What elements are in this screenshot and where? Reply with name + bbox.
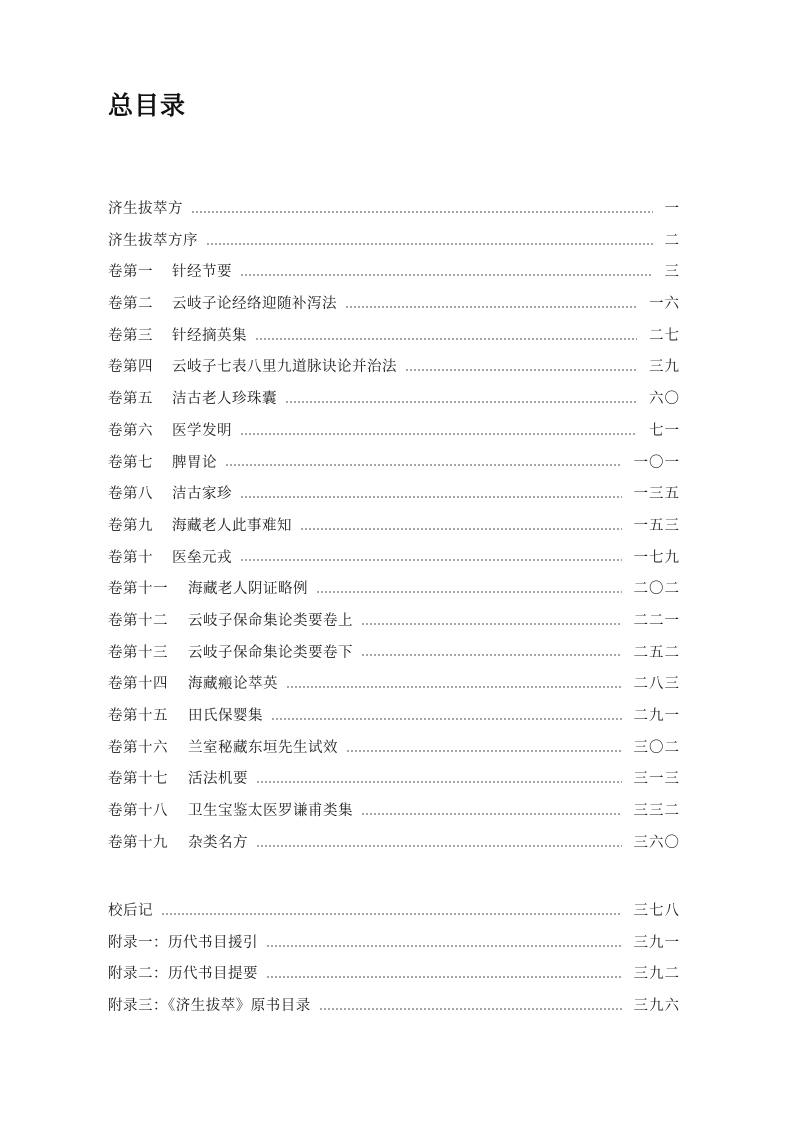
toc-entry[interactable] xyxy=(108,384,680,416)
dot-leader xyxy=(361,813,622,815)
dot-leader xyxy=(240,274,653,276)
entry-title: 医垒元戎 xyxy=(172,549,232,566)
entry-page-number: 一六 xyxy=(649,296,680,313)
dot-leader xyxy=(319,1008,622,1010)
entry-volume: 卷第七 xyxy=(108,454,153,471)
entry-page-number: 二二一 xyxy=(633,612,680,629)
toc-entry[interactable] xyxy=(108,991,680,1023)
toc-entry[interactable] xyxy=(108,257,680,289)
entry-volume: 卷第五 xyxy=(108,391,153,408)
dot-leader xyxy=(161,913,622,915)
entry-volume: 卷第十 xyxy=(108,549,153,566)
dot-leader xyxy=(300,528,622,530)
toc-entry[interactable] xyxy=(108,896,680,928)
entry-title: 校后记 xyxy=(108,903,153,919)
entry-volume: 卷第一 xyxy=(108,264,153,281)
entry-title: 海藏老人阴证略例 xyxy=(188,581,308,598)
toc-entry[interactable] xyxy=(108,416,680,448)
entry-title: 活法机要 xyxy=(188,771,248,788)
toc-entry[interactable] xyxy=(108,289,680,321)
entry-page-number: 二 xyxy=(664,232,680,249)
entry-volume: 卷第十九 xyxy=(108,834,168,851)
dot-leader xyxy=(240,559,622,561)
dot-leader xyxy=(255,338,637,340)
dot-leader xyxy=(256,845,622,847)
entry-page-number: 二五二 xyxy=(633,644,680,661)
entry-title: 田氏保婴集 xyxy=(188,708,263,724)
entry-page-number: 二七 xyxy=(649,327,680,344)
toc-entry[interactable] xyxy=(108,928,680,960)
dot-leader xyxy=(346,750,622,752)
entry-page-number: 六〇 xyxy=(649,391,680,408)
entry-page-number: 三六〇 xyxy=(633,834,680,851)
entry-volume: 卷第十二 xyxy=(108,612,168,629)
toc-entry[interactable] xyxy=(108,226,680,258)
entry-title: 海藏瘢论萃英 xyxy=(188,676,278,693)
dot-leader xyxy=(240,433,637,435)
entry-title: 云岐子保命集论类要卷上 xyxy=(188,612,353,629)
dot-leader xyxy=(206,243,653,245)
dot-leader xyxy=(191,211,653,213)
entry-volume: 卷第十六 xyxy=(108,739,168,756)
dot-leader xyxy=(286,686,622,688)
entry-title: 附录一：历代书目援引 xyxy=(108,934,258,951)
toc-entry[interactable] xyxy=(108,321,680,353)
dot-leader xyxy=(345,306,637,308)
entry-page-number: 二八三 xyxy=(633,676,680,693)
entry-volume: 卷第八 xyxy=(108,486,153,503)
entry-volume: 卷第十四 xyxy=(108,676,168,693)
dot-leader xyxy=(225,464,622,466)
toc-entry[interactable] xyxy=(108,796,680,828)
entry-title: 洁古老人珍珠囊 xyxy=(172,391,277,408)
dot-leader xyxy=(285,401,637,403)
toc-entry[interactable] xyxy=(108,606,680,638)
entry-title: 洁古家珍 xyxy=(172,486,232,503)
toc-entry[interactable] xyxy=(108,828,680,860)
main-contents-list xyxy=(108,194,680,859)
toc-entry[interactable] xyxy=(108,352,680,384)
entry-volume: 卷第九 xyxy=(108,517,153,534)
toc-entry[interactable] xyxy=(108,511,680,543)
entry-title: 卫生宝鉴太医罗谦甫类集 xyxy=(188,803,353,820)
entry-volume: 卷第六 xyxy=(108,422,153,439)
entry-volume: 卷第十八 xyxy=(108,803,168,820)
entry-page-number: 一五三 xyxy=(633,517,680,534)
dot-leader xyxy=(316,591,622,593)
entry-page-number: 三一三 xyxy=(633,771,680,788)
entry-page-number: 三三二 xyxy=(633,803,680,820)
entry-title: 附录二：历代书目提要 xyxy=(108,966,258,983)
entry-title: 杂类名方 xyxy=(188,834,248,851)
entry-title: 云岐子论经络迎随补泻法 xyxy=(172,296,337,313)
entry-page-number: 一 xyxy=(664,201,680,217)
dot-leader xyxy=(266,976,622,978)
entry-page-number: 三〇二 xyxy=(633,739,680,756)
entry-volume: 卷第十五 xyxy=(108,708,168,724)
entry-page-number: 一七九 xyxy=(633,549,680,566)
toc-entry[interactable] xyxy=(108,194,680,226)
entry-title: 附录三：《济生拔萃》原书目录 xyxy=(108,998,311,1015)
entry-volume: 卷第四 xyxy=(108,359,153,376)
toc-entry[interactable] xyxy=(108,764,680,796)
entry-volume: 卷第三 xyxy=(108,327,153,344)
dot-leader xyxy=(266,945,622,947)
entry-title: 云岐子保命集论类要卷下 xyxy=(188,644,353,661)
dot-leader xyxy=(271,718,622,720)
entry-title: 云岐子七表八里九道脉诀论并治法 xyxy=(172,359,397,376)
dot-leader xyxy=(256,781,622,783)
entry-volume: 卷第十一 xyxy=(108,581,168,598)
entry-page-number: 三七八 xyxy=(633,903,680,919)
entry-volume: 卷第二 xyxy=(108,296,153,313)
entry-page-number: 三九一 xyxy=(633,934,680,951)
dot-leader xyxy=(361,654,622,656)
entry-page-number: 三 xyxy=(664,264,680,281)
page-title: 总目录 xyxy=(108,91,187,120)
toc-entry[interactable] xyxy=(108,543,680,575)
toc-entry[interactable] xyxy=(108,669,680,701)
entry-page-number: 三九 xyxy=(649,359,680,376)
entry-title: 针经摘英集 xyxy=(172,327,247,344)
entry-page-number: 一三五 xyxy=(633,486,680,503)
entry-page-number: 二九一 xyxy=(633,708,680,724)
entry-page-number: 二〇二 xyxy=(633,581,680,598)
toc-entry[interactable] xyxy=(108,638,680,670)
toc-entry[interactable] xyxy=(108,479,680,511)
toc-entry[interactable] xyxy=(108,959,680,991)
dot-leader xyxy=(361,623,622,625)
entry-title: 济生拔萃方 xyxy=(108,201,183,217)
entry-title: 脾胃论 xyxy=(172,454,217,471)
entry-title: 针经节要 xyxy=(172,264,232,281)
dot-leader xyxy=(240,496,622,498)
entry-title: 海藏老人此事难知 xyxy=(172,517,292,534)
entry-volume: 卷第十七 xyxy=(108,771,168,788)
entry-page-number: 七一 xyxy=(649,422,680,439)
toc-entry[interactable] xyxy=(108,574,680,606)
entry-page-number: 一〇一 xyxy=(633,454,680,471)
appendix-contents-list xyxy=(108,896,680,1023)
toc-entry[interactable] xyxy=(108,733,680,765)
entry-title: 兰室秘藏东垣先生试效 xyxy=(188,739,338,756)
entry-volume: 卷第十三 xyxy=(108,644,168,661)
toc-entry[interactable] xyxy=(108,701,680,733)
entry-page-number: 三九二 xyxy=(633,966,680,983)
toc-entry[interactable] xyxy=(108,448,680,480)
entry-title: 医学发明 xyxy=(172,422,232,439)
dot-leader xyxy=(405,369,637,371)
entry-title: 济生拔萃方序 xyxy=(108,232,198,249)
entry-page-number: 三九六 xyxy=(633,998,680,1015)
